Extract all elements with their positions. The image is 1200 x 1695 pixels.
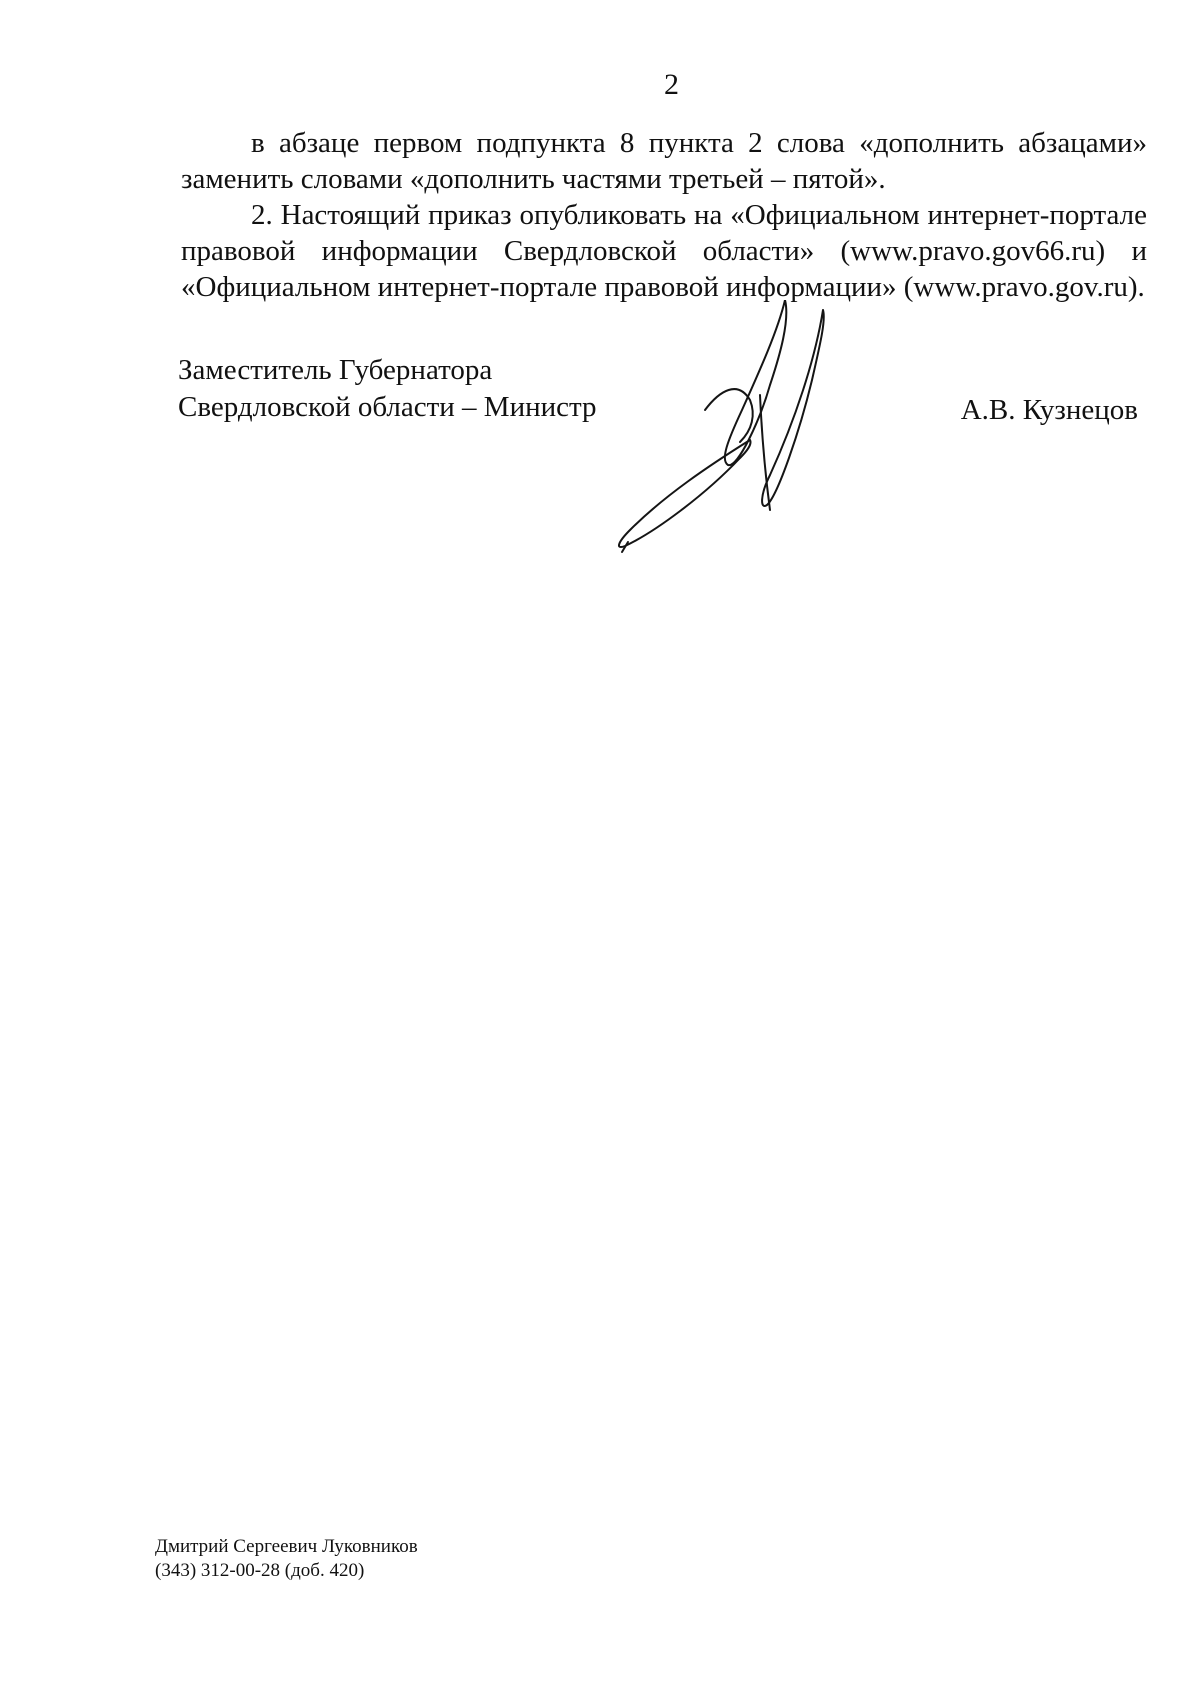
page-number: 2	[664, 68, 679, 101]
executor-contact	[155, 1535, 418, 1583]
handwritten-signature	[610, 300, 850, 570]
paragraph-amendment: в абзаце первом подпункта 8 пункта 2 слова «дополнить абзацами» заменить словами «дополнить частями третьей – пятой».	[181, 127, 1147, 195]
signer-title	[178, 352, 597, 426]
executor-name: Дмитрий Сергеевич Луковников	[155, 1536, 418, 1557]
executor-phone: (343) 312-00-28 (доб. 420)	[155, 1560, 365, 1581]
signer-title-line-2: Свердловской области – Министр	[178, 391, 597, 423]
signer-title-line-1: Заместитель Губернатора	[178, 354, 493, 386]
document-body	[181, 125, 1147, 305]
paragraph-publication: 2. Настоящий приказ опубликовать на «Официальном интернет-портале правовой информации Свердловской области» (www.pravo.gov66.ru) и «Официальном интернет-портале правовой информации» (www.pravo.gov.ru).	[181, 199, 1147, 303]
signer-name: А.В. Кузнецов	[960, 394, 1138, 426]
